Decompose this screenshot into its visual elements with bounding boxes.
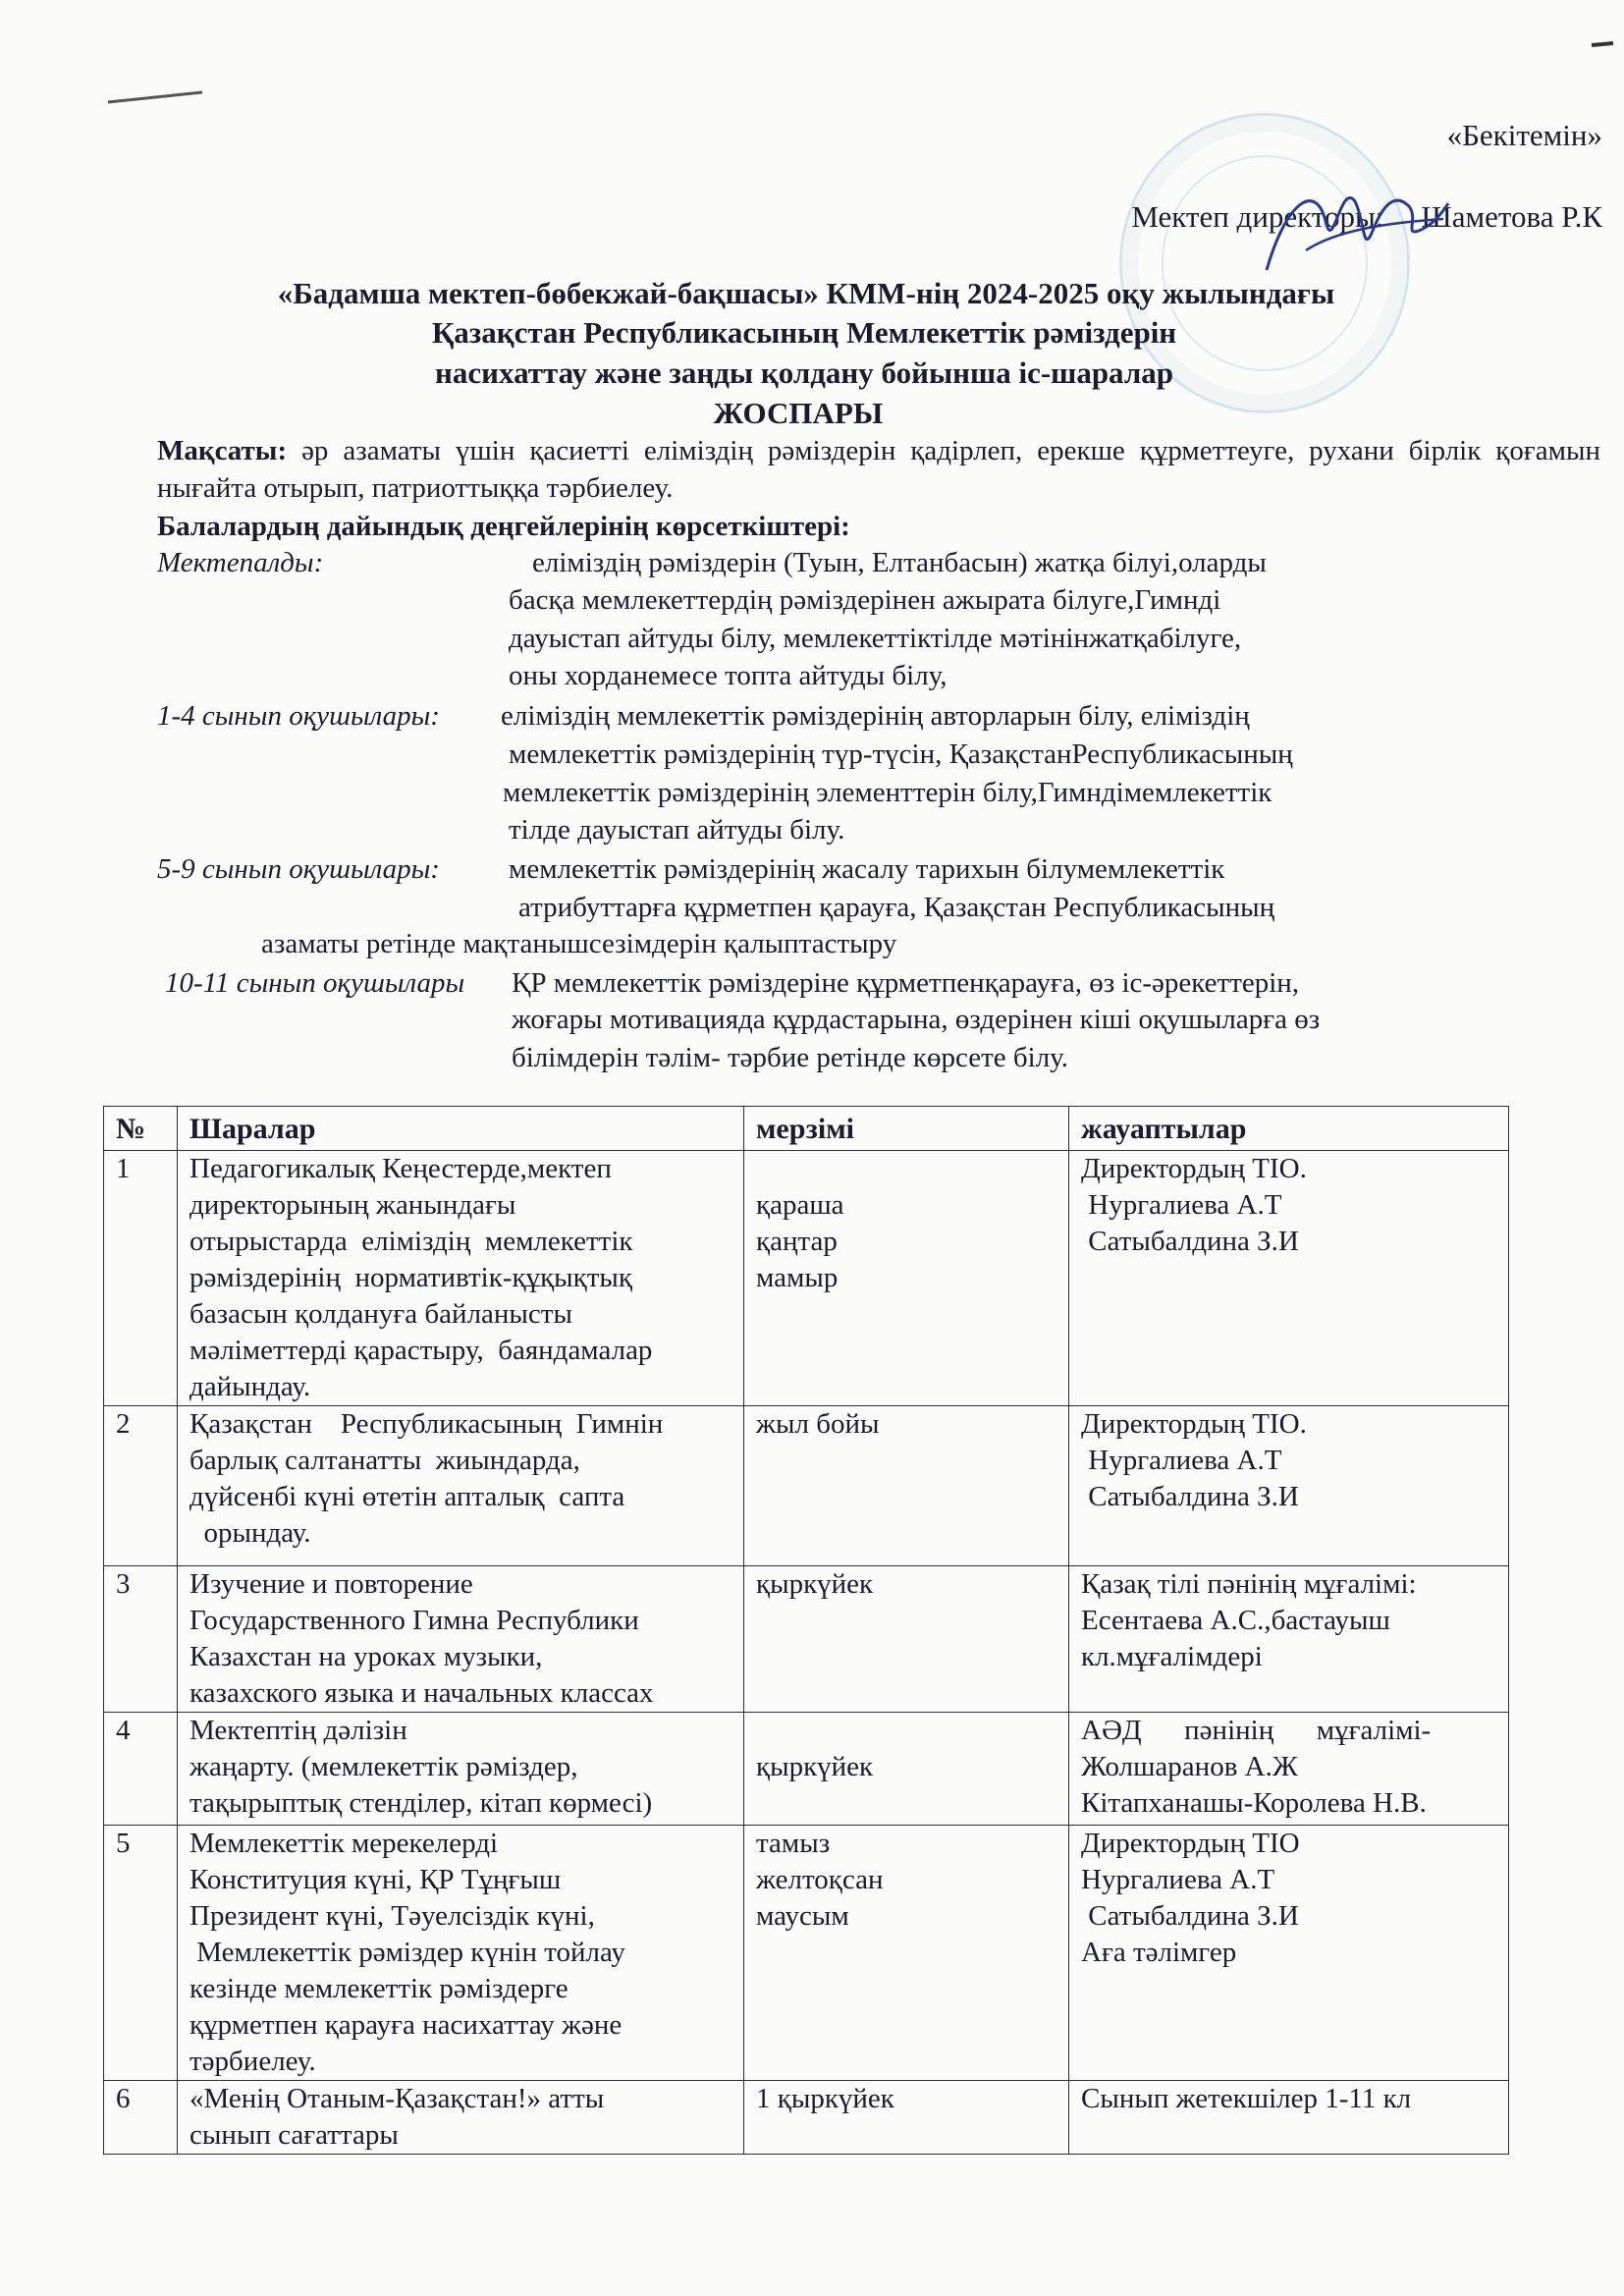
cell-date-line: маусым [756,1900,849,1932]
cell-event-line: дүйсенбі күні өтетін апталық сапта [189,1481,625,1512]
cell-date [744,1826,1069,2081]
cell-responsible-line: Нургалиева А.Т [1081,1445,1282,1476]
indicators-heading: Балалардың дайындық деңгейлерінің көрсеткіштері: [157,511,850,542]
cell-responsible-line: Сатыбалдина З.И [1081,1226,1299,1257]
cell-number: 6 [104,2081,178,2155]
cell-event-line: Мемлекеттік мерекелерді [189,1828,499,1859]
cell-event [178,1826,744,2081]
cell-date-line [756,1151,1056,1187]
cell-event-line: тәрбиелеу. [189,2046,316,2077]
cell-event-line: «Менің Отаным-Қазақстан!» атты [189,2083,605,2114]
cell-event-line: казахского языка и начальных классах [189,1677,654,1709]
cell-responsible-line: Есентаева А.С.,бастауыш [1081,1605,1390,1636]
cell-responsible-line: кл.мұғалімдері [1081,1641,1263,1672]
table-row [104,2081,1509,2155]
cell-event [178,2081,744,2155]
cell-event-line: Мектептің дәлізін [189,1715,407,1746]
preschool-line: оны хорданемесе топта айтуды білу, [509,660,947,691]
cell-event-line: Мемлекеттік рәміздер күнін тойлау [189,1937,625,1968]
cell-number: 5 [104,1826,178,2081]
cell-event-line: Педагогикалық Кеңестерде,мектеп [189,1153,612,1184]
cell-responsible [1069,1151,1509,1406]
table-row [104,1406,1509,1566]
preschool-line: басқа мемлекеттердің рәміздерінен ажырата білуге,Гимнді [509,584,1221,616]
cell-number: 3 [104,1566,178,1713]
grade5-9-label: 5-9 сынып оқушылары: [157,853,440,885]
table-header-row [104,1107,1509,1151]
cell-event-line: барлық салтанатты жиындарда, [189,1445,580,1476]
director-name: Шаметова Р.К [1421,199,1602,234]
grade10-11-line: ҚР мемлекеттік рәміздеріне құрметпенқарауға, өз іс-әрекеттерін, [512,967,1300,999]
cell-responsible-line: АӘД пәнінің мұғалімі- [1081,1715,1432,1746]
doc-title-line2: Қазақстан Республикасының Мемлекеттік рәміздерін [431,315,1177,350]
cell-responsible [1069,1713,1509,1826]
cell-responsible-line: Директордың ТІО. [1081,1153,1307,1184]
cell-event-line: орындау. [189,1517,311,1549]
cell-event-line: сынып сағаттары [189,2119,399,2151]
preschool-line: дауыстап айтуды білу, мемлекеттіктілде мәтінінжатқабілуге, [509,623,1242,654]
cell-responsible-line: Директордың ТІО [1081,1828,1300,1859]
cell-event-line: Государственного Гимна Республики [189,1605,639,1636]
cell-event-line: кезінде мемлекеттік рәміздерге [189,1973,568,2004]
cell-event [178,1566,744,1713]
cell-event-line: рәміздерінің нормативтік-құқықтық [189,1262,632,1293]
cell-event [178,1406,744,1566]
cell-event-line: құрметпен қарауға насихаттау және [189,2009,623,2041]
cell-responsible-line: Жолшаранов А.Ж [1081,1751,1298,1782]
cell-event-line: Казахстан на уроках музыки, [189,1641,543,1672]
corner-scan-mark [1591,39,1614,49]
cell-responsible-line: Қазақ тілі пәнінің мұғалімі: [1081,1568,1417,1600]
grade5-9-line: мемлекеттік рәміздерінің жасалу тарихын білумемлекеттік [509,853,1225,885]
grade5-9-line: атрибуттарға құрметпен қарауға, Қазақстан Республикасының [518,892,1275,923]
cell-event-line: директорының жанындағы [189,1189,516,1221]
cell-event-line: мәліметтерді қарастыру, баяндамалар [189,1335,653,1366]
cell-date-line: қараша [756,1189,844,1221]
preschool-line: еліміздің рәміздерін (Туын, Елтанбасын) жатқа білуі,оларды [532,547,1267,578]
cell-responsible-line: Нургалиева А.Т [1081,1864,1275,1895]
cell-date-line: мамыр [756,1262,839,1293]
cell-number: 1 [104,1151,178,1406]
cell-number: 4 [104,1713,178,1826]
cell-date [744,1713,1069,1826]
cell-date-line: жыл бойы [756,1408,880,1440]
grade10-11-line: жоғары мотивацияда құрдастарына, өздерінен кіші оқушыларға өз [512,1004,1321,1035]
cell-responsible-line: Директордың ТІО. [1081,1408,1307,1440]
cell-responsible-line: Сынып жетекшілер 1-11 кл [1081,2083,1412,2114]
cell-event-line: тақырыптық стенділер, кітап көрмесі) [189,1787,653,1819]
grade1-4-line: тілде дауыстап айтуды білу. [509,814,845,846]
approval-label: «Бекітемін» [1446,118,1602,152]
table-row [104,1713,1509,1826]
cell-date-line [756,1713,1056,1749]
table-row [104,1151,1509,1406]
cell-date [744,1566,1069,1713]
cell-date-line: қыркүйек [756,1751,874,1782]
plan-table [103,1106,1509,2155]
cell-event-line: Президент күні, Тәуелсіздік күні, [189,1900,595,1932]
cell-event-line: Конституция күні, ҚР Тұңғыш [189,1864,562,1895]
director-label: Мектеп директоры: [1131,199,1384,234]
cell-date-line: қаңтар [756,1226,838,1257]
cell-responsible [1069,1406,1509,1566]
cell-event-line: жаңарту. (мемлекеттік рәміздер, [189,1751,578,1782]
pen-stroke-mark [106,90,204,104]
doc-title-line3: насихаттау және заңды қолдану бойынша іс-шаралар [435,355,1173,390]
cell-responsible [1069,1826,1509,2081]
cell-event [178,1713,744,1826]
header-number: № [104,1107,178,1151]
doc-title-line4: ЖОСПАРЫ [713,396,884,430]
grade10-11-line: білімдерін тәлім- тәрбие ретінде көрсете білу. [512,1042,1069,1073]
header-event: Шаралар [178,1107,744,1151]
cell-responsible [1069,2081,1509,2155]
cell-responsible-line: Сатыбалдина З.И [1081,1900,1299,1932]
grade1-4-line: мемлекеттік рәміздерінің элементтерін білу,Гимндімемлекеттік [503,777,1272,808]
cell-date-line: қыркүйек [756,1568,874,1600]
grade1-4-line: мемлекеттік рәміздерінің түр-түсін, ҚазақстанРеспубликасының [509,738,1293,770]
cell-responsible-line: Кітапханашы-Королева Н.В. [1081,1787,1427,1819]
goal-label: Мақсаты: [157,435,288,466]
cell-date-line: тамыз [756,1828,831,1859]
cell-event-line: Қазақстан Республикасының Гимнін [189,1408,664,1440]
grade1-4-line: еліміздің мемлекеттік рәміздерінің авторларын білу, еліміздің [501,700,1250,732]
table-row [104,1566,1509,1713]
goal-text: әр азаматы үшін қасиетті еліміздің рәміздерін қадірлеп, ерекше құрметтеуге, рухани бірлік қоғамын нығайта отырып, патриоттыққа тәрбиелеу. [157,435,1600,504]
goal-paragraph [157,432,1600,507]
header-date: мерзімі [744,1107,1069,1151]
grade5-9-line: азаматы ретінде мақтанышсезімдерін қалыптастыру [261,928,897,959]
cell-event-line: дайындау. [189,1371,311,1402]
table-row [104,1826,1509,2081]
cell-date [744,1151,1069,1406]
cell-event-line: базасын қолдануға байланысты [189,1298,572,1330]
cell-responsible-line: Сатыбалдина З.И [1081,1481,1299,1512]
cell-date-line: желтоқсан [756,1864,884,1895]
cell-number: 2 [104,1406,178,1566]
cell-date [744,1406,1069,1566]
plan-table-body [104,1151,1509,2155]
cell-event [178,1151,744,1406]
header-responsible: жауаптылар [1069,1107,1509,1151]
grade10-11-label: 10-11 сынып оқушылары [165,967,465,999]
cell-date-line: 1 қыркүйек [756,2083,894,2114]
grade1-4-label: 1-4 сынып оқушылары: [157,700,440,732]
cell-responsible [1069,1566,1509,1713]
preschool-label: Мектепалды: [157,547,324,578]
cell-date [744,2081,1069,2155]
director-signature [1247,162,1453,290]
doc-title-line1: «Бадамша мектеп-бөбекжай-бақшасы» КММ-нің 2024-2025 оқу жылындағы [277,276,1335,310]
cell-responsible-line: Аға тәлімгер [1081,1937,1237,1968]
cell-event-line: отырыстарда еліміздің мемлекеттік [189,1226,633,1257]
cell-responsible-line: Нургалиева А.Т [1081,1189,1282,1221]
cell-event-line: Изучение и повторение [189,1568,473,1600]
